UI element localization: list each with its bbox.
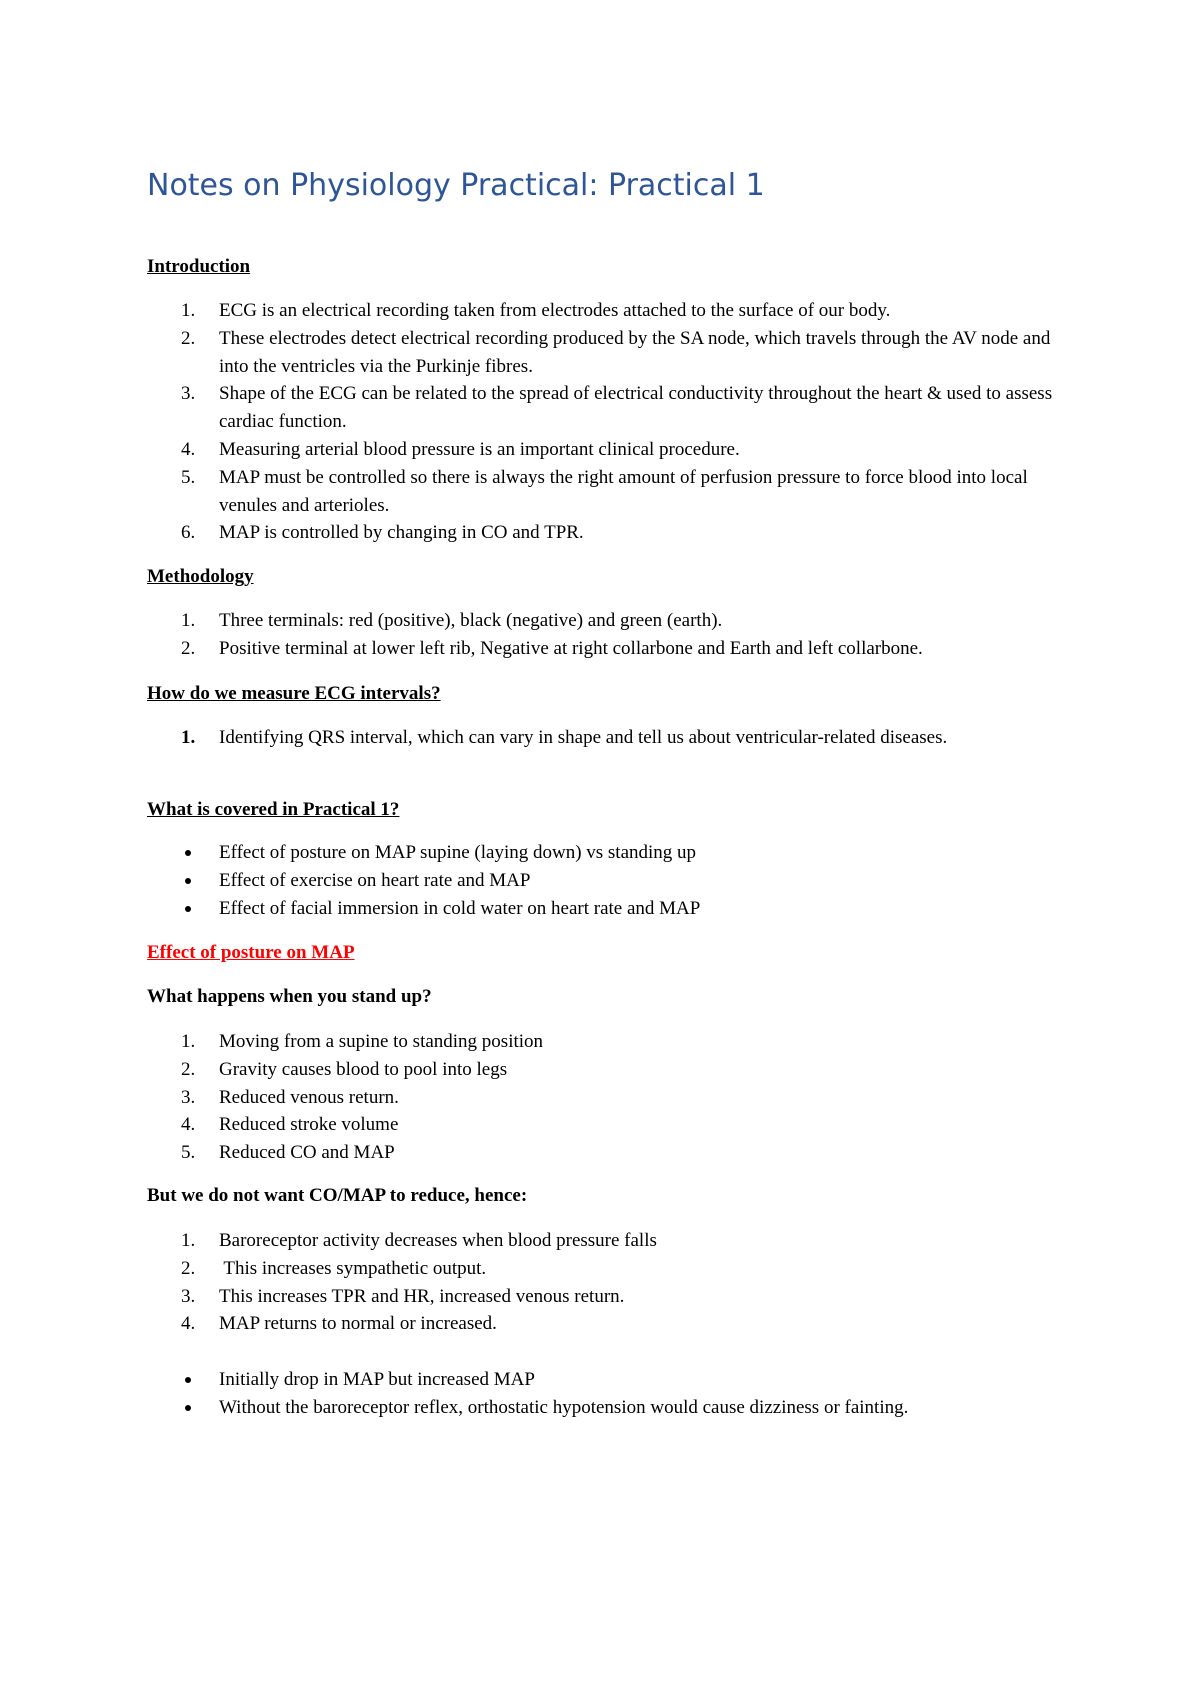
bullet-icon: [185, 850, 191, 856]
list-item: [0, 724, 1200, 752]
bullet-icon: [185, 878, 191, 884]
bullet-icon: [185, 906, 191, 912]
list-number: 3.: [181, 1285, 196, 1307]
list-item: [0, 1255, 1200, 1283]
list-number: 3.: [181, 1086, 196, 1108]
list-item-text: Three terminals: red (positive), black (negative) and green (earth).: [219, 610, 723, 631]
list-number: 3.: [181, 383, 196, 405]
list-item: [0, 1394, 1200, 1422]
list-item-text: Measuring arterial blood pressure is an important clinical procedure.: [219, 438, 740, 460]
list-item: [0, 1028, 1200, 1056]
list-item: [0, 1056, 1200, 1084]
section-heading-methodology: Methodology: [147, 566, 254, 587]
section-heading-posture-effect: Effect of posture on MAP: [147, 942, 355, 963]
list-item-text: MAP is controlled by changing in CO and TPR.: [219, 522, 584, 544]
list-number: 1.: [181, 610, 196, 631]
list-item: [0, 1084, 1200, 1112]
list-item-text: This increases TPR and HR, increased venous return.: [219, 1285, 625, 1307]
list-item-text: Effect of posture on MAP supine (laying down) vs standing up: [219, 842, 697, 863]
list-number: 2.: [181, 1257, 196, 1279]
list-item: [0, 1139, 1200, 1167]
list-number: 2.: [181, 637, 196, 659]
list-number: 1.: [181, 727, 196, 748]
list-item-text: Effect of facial immersion in cold water on heart rate and MAP: [219, 897, 701, 919]
baroreceptor-list: [0, 1227, 1200, 1338]
list-item-text: Initially drop in MAP but increased MAP: [219, 1369, 535, 1390]
list-number: 5.: [181, 1142, 196, 1164]
list-item-text: Without the baroreceptor reflex, orthostatic hypotension would cause dizziness or fainting.: [219, 1396, 909, 1418]
list-item-text: This increases sympathetic output.: [219, 1257, 487, 1279]
list-item: [0, 464, 1200, 520]
list-item: [0, 1227, 1200, 1255]
baroreceptor-summary-list: [0, 1366, 1200, 1422]
list-item: [0, 1310, 1200, 1338]
list-item-text: Reduced CO and MAP: [219, 1142, 395, 1164]
list-number: 2.: [181, 327, 196, 349]
section-heading-introduction: Introduction: [147, 256, 251, 277]
introduction-list: [0, 297, 1200, 547]
methodology-list: [0, 607, 1200, 663]
list-item-text: Moving from a supine to standing position: [219, 1031, 544, 1052]
bullet-icon: [185, 1377, 191, 1383]
list-number: 4.: [181, 1114, 196, 1136]
list-number: 1.: [181, 1230, 196, 1251]
list-item-text: Baroreceptor activity decreases when blood pressure falls: [219, 1230, 657, 1251]
document-title: Notes on Physiology Practical: Practical 1: [147, 168, 765, 203]
list-item: [0, 635, 1200, 663]
ecg-intervals-list: [0, 724, 1200, 752]
section-heading-stand-up: What happens when you stand up?: [147, 986, 432, 1007]
section-heading-baroreceptor: But we do not want CO/MAP to reduce, hence:: [147, 1185, 528, 1206]
list-item-text: These electrodes detect electrical recording produced by the SA node, which travels through the AV node and into the ventricles via the Purkinje fibres.: [219, 327, 1051, 377]
list-item: [0, 839, 1200, 867]
list-number: 2.: [181, 1058, 196, 1080]
list-item: [0, 895, 1200, 923]
list-item: [0, 519, 1200, 547]
list-number: 5.: [181, 466, 196, 488]
list-number: 4.: [181, 1313, 196, 1335]
list-item-text: ECG is an electrical recording taken from electrodes attached to the surface of our body.: [219, 300, 891, 321]
bullet-icon: [185, 1405, 191, 1411]
list-item-text: Reduced venous return.: [219, 1086, 399, 1108]
stand-up-list: [0, 1028, 1200, 1167]
list-item: [0, 380, 1200, 436]
list-item-text: MAP must be controlled so there is always the right amount of perfusion pressure to force blood into local venules and arterioles.: [219, 466, 1028, 516]
list-item: [0, 297, 1200, 325]
practical-coverage-list: [0, 839, 1200, 922]
list-number: 4.: [181, 438, 196, 460]
list-item: [0, 436, 1200, 464]
section-heading-practical-coverage: What is covered in Practical 1?: [147, 799, 400, 820]
list-number: 1.: [181, 300, 196, 321]
list-item-text: MAP returns to normal or increased.: [219, 1313, 497, 1335]
list-item-text: Effect of exercise on heart rate and MAP: [219, 869, 531, 891]
list-item-text: Shape of the ECG can be related to the spread of electrical conductivity throughout the heart & used to assess cardiac function.: [219, 383, 1053, 433]
list-item-text: Gravity causes blood to pool into legs: [219, 1058, 508, 1080]
list-item: [0, 1283, 1200, 1311]
list-item: [0, 867, 1200, 895]
section-heading-ecg-intervals: How do we measure ECG intervals?: [147, 683, 441, 704]
list-number: 6.: [181, 522, 196, 544]
list-item-text: Reduced stroke volume: [219, 1114, 399, 1136]
list-item: [0, 1366, 1200, 1394]
list-number: 1.: [181, 1031, 196, 1052]
list-item: [0, 325, 1200, 381]
list-item: [0, 1111, 1200, 1139]
list-item-text: Identifying QRS interval, which can vary in shape and tell us about ventricular-related diseases.: [219, 727, 948, 748]
list-item-text: Positive terminal at lower left rib, Negative at right collarbone and Earth and left collarbone.: [219, 637, 923, 659]
list-item: [0, 607, 1200, 635]
